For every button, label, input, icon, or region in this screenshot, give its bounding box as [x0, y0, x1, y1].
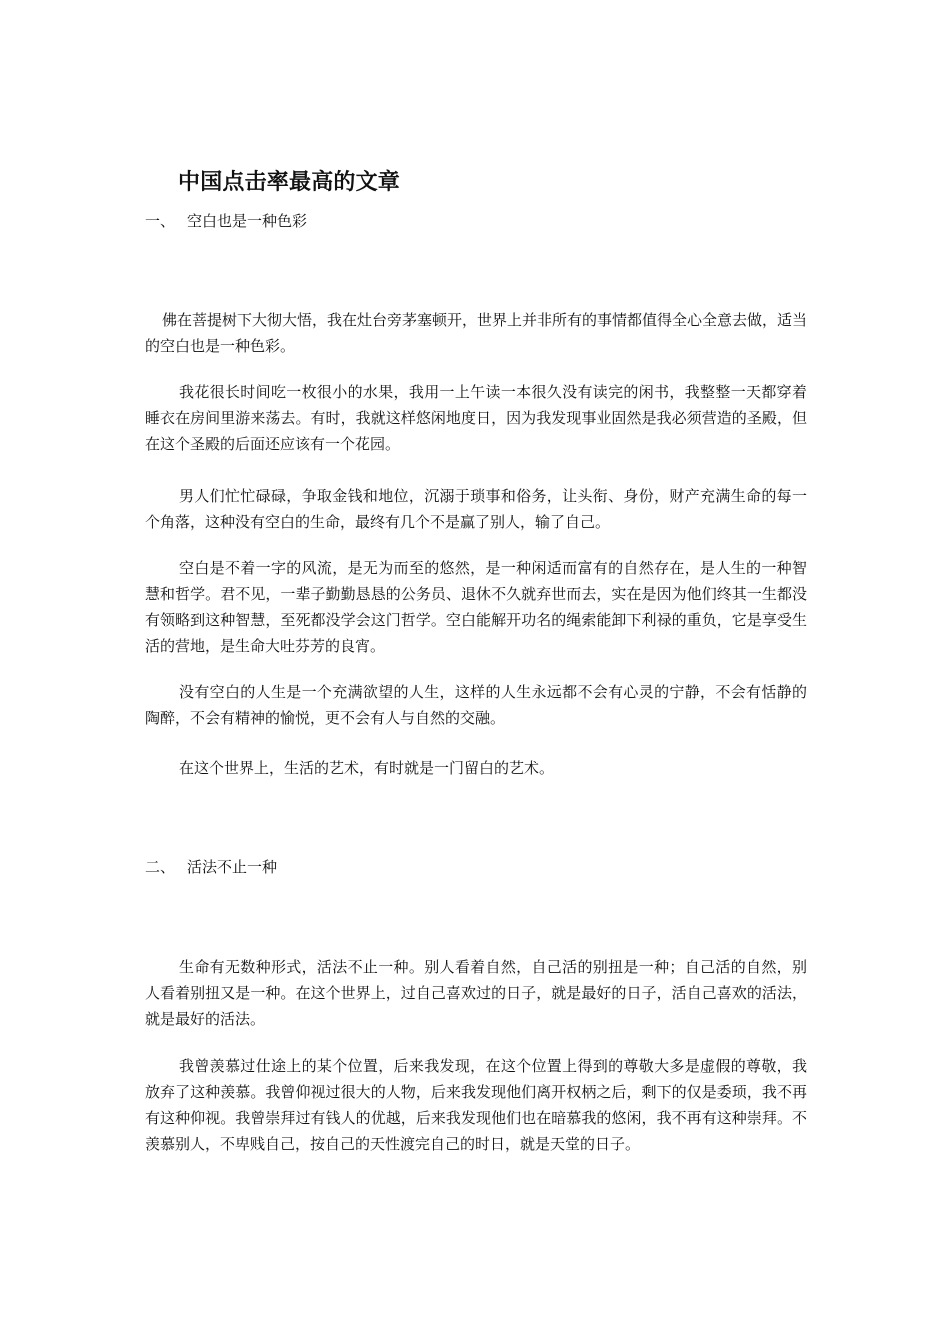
section-number: 一、 — [145, 212, 176, 230]
paragraph: 空白是不着一字的风流，是无为而至的悠然，是一种闲适而富有的自然存在，是人生的一种智慧和哲学。君不见，一辈子勤勤恳恳的公务员、退休不久就弃世而去，实在是因为他们终其一生都没有领略到这种智慧，至死都没学会这门哲学。空白能解开功名的绳索能卸下利禄的重负，它是享受生活的营地，是生命大吐芬芳的良宵。 — [145, 559, 807, 655]
document-title: 中国点击率最高的文章 — [178, 170, 401, 195]
paragraph: 男人们忙忙碌碌，争取金钱和地位，沉溺于琐事和俗务，让头衔、身份，财产充满生命的每一个角落，这种没有空白的生命，最终有几个不是赢了别人，输了自己。 — [145, 487, 807, 531]
paragraph: 没有空白的人生是一个充满欲望的人生，这样的人生永远都不会有心灵的宁静，不会有恬静的陶醉，不会有精神的愉悦，更不会有人与自然的交融。 — [145, 683, 807, 727]
paragraph: 我曾羡慕过仕途上的某个位置，后来我发现，在这个位置上得到的尊敬大多是虚假的尊敬，我放弃了这种羡慕。我曾仰视过很大的人物，后来我发现他们离开权柄之后，剩下的仅是委顼，我不再有这种仰视。我曾崇拜过有钱人的优越，后来我发现他们也在暗慕我的悠闲，我不再有这种崇拜。不羡慕别人，不卑贱自己，按自己的天性渡完自己的时日，就是天堂的日子。 — [145, 1057, 807, 1153]
section-heading-2 — [145, 857, 277, 877]
section-title: 空白也是一种色彩 — [187, 212, 308, 230]
paragraph: 生命有无数种形式，活法不止一种。别人看着自然，自己活的别扭是一种；自己活的自然，别人看着别扭又是一种。在这个世界上，过自己喜欢过的日子，就是最好的日子，活自己喜欢的活法，就是最好的活法。 — [145, 958, 807, 1028]
section-title: 活法不止一种 — [187, 858, 278, 876]
section-heading-1 — [145, 211, 307, 231]
paragraph: 在这个世界上，生活的艺术，有时就是一门留白的艺术。 — [179, 759, 555, 777]
section-number: 二、 — [145, 858, 176, 876]
paragraph: 我花很长时间吃一枚很小的水果，我用一上午读一本很久没有读完的闲书，我整整一天都穿着睡衣在房间里游来荡去。有时，我就这样悠闲地度日，因为我发现事业固然是我必须营造的圣殿，但在这个圣殿的后面还应该有一个花园。 — [145, 383, 807, 453]
paragraph: 佛在菩提树下大彻大悟，我在灶台旁茅塞顿开，世界上并非所有的事情都值得全心全意去做，适当的空白也是一种色彩。 — [145, 311, 808, 355]
